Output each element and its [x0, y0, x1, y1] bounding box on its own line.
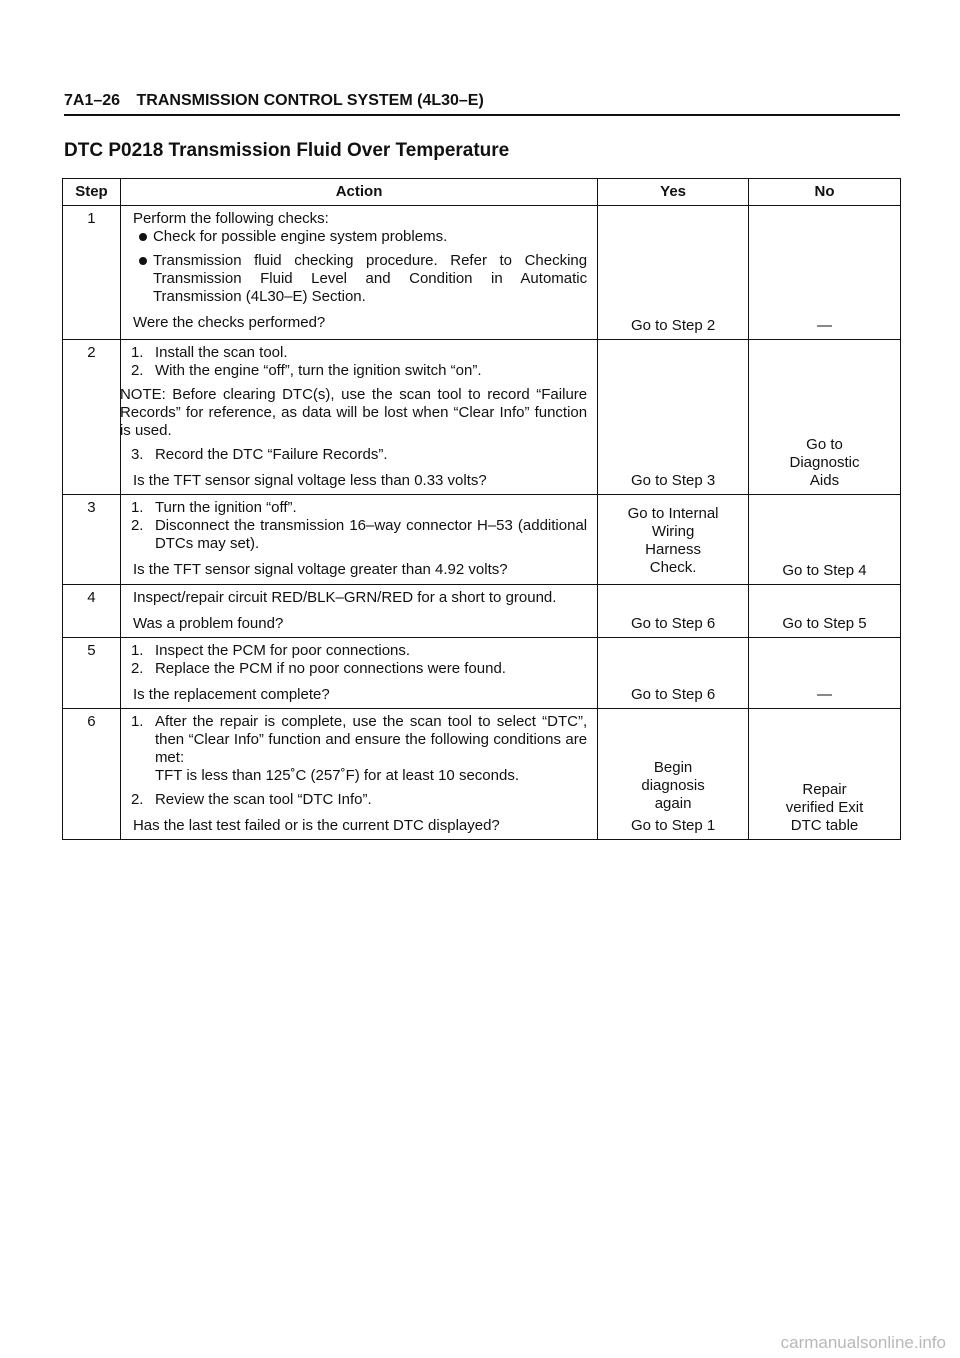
column-header-no: No: [749, 179, 901, 206]
column-header-action: Action: [120, 179, 597, 206]
action-cell: [120, 709, 597, 840]
yes-cell: Go to Step 2: [598, 206, 749, 340]
action-cell: [120, 340, 597, 495]
action-question: Was a problem found?: [132, 615, 284, 632]
action-cell: [120, 585, 597, 638]
action-cell: [120, 638, 597, 709]
action-condition: TFT is less than 125˚C (257˚F) for at least 10 seconds.: [154, 767, 519, 784]
table-row: [63, 638, 901, 709]
step-number: 6: [63, 709, 121, 840]
action-item: 1. Turn the ignition “off”.: [130, 499, 297, 516]
table-header-row: [63, 179, 901, 206]
action-item: 2. With the engine “off”, turn the ignition switch “on”.: [130, 362, 482, 379]
step-number: 5: [63, 638, 121, 709]
column-header-step: Step: [63, 179, 121, 206]
action-item: 2. Review the scan tool “DTC Info”.: [130, 791, 372, 808]
yes-secondary: Go to Step 1: [630, 817, 716, 834]
table-row: [63, 709, 901, 840]
page-header: [64, 86, 900, 116]
yes-cell: Go to Step 3: [598, 340, 749, 495]
step-number: 1: [63, 206, 121, 340]
no-cell: Go to Step 4: [749, 495, 901, 585]
action-item: 1. Inspect the PCM for poor connections.: [130, 642, 411, 659]
action-item: 3. Record the DTC “Failure Records”.: [130, 446, 388, 463]
step-number: 4: [63, 585, 121, 638]
table-row: [63, 340, 901, 495]
action-cell: [120, 495, 597, 585]
action-bullet: Check for possible engine system problems.: [131, 228, 587, 246]
step-number: 2: [63, 340, 121, 495]
page-number: 7A1–26: [64, 92, 121, 109]
action-bullet: Transmission fluid checking procedure. Refer to Checking Transmission Fluid Level and Condition in Automatic Transmission (4L30–E) Section.: [131, 252, 587, 306]
action-question: Is the TFT sensor signal voltage greater than 4.92 volts?: [132, 561, 508, 578]
yes-cell: [598, 709, 749, 840]
column-header-yes: Yes: [598, 179, 749, 206]
action-question: Has the last test failed or is the current DTC displayed?: [132, 817, 500, 834]
action-question: Were the checks performed?: [132, 314, 326, 331]
action-note: NOTE: Before clearing DTC(s), use the scan tool to record “Failure Records” for reference, as data will be lost when “Clear Info” function is used.: [119, 386, 588, 439]
table-row: [63, 206, 901, 340]
no-cell: —: [749, 638, 901, 709]
diagnostic-table: [62, 178, 901, 840]
action-item: 1. Install the scan tool.: [130, 344, 288, 361]
no-cell: Repair verified Exit DTC table: [749, 709, 901, 840]
no-cell: Go to Step 5: [749, 585, 901, 638]
action-item: 1. After the repair is complete, use the scan tool to select “DTC”, then “Clear Info” function and ensure the following conditions are met:: [130, 713, 588, 766]
yes-primary: Begin diagnosis again: [641, 759, 705, 812]
yes-cell: Go to Step 6: [598, 585, 749, 638]
action-item: 2. Replace the PCM if no poor connections were found.: [130, 660, 506, 677]
no-cell: —: [749, 206, 901, 340]
action-item: 2. Disconnect the transmission 16–way connector H–53 (additional DTCs may set).: [130, 517, 588, 552]
yes-cell: Go to Step 6: [598, 638, 749, 709]
action-question: Is the replacement complete?: [132, 686, 330, 703]
yes-cell: Go to Internal Wiring Harness Check.: [598, 495, 749, 585]
action-intro: Perform the following checks:: [132, 210, 329, 227]
table-row: [63, 585, 901, 638]
action-item: Inspect/repair circuit RED/BLK–GRN/RED for a short to ground.: [132, 589, 557, 606]
action-question: Is the TFT sensor signal voltage less than 0.33 volts?: [132, 472, 487, 489]
page-title: DTC P0218 Transmission Fluid Over Temperature: [64, 140, 510, 161]
section-title: TRANSMISSION CONTROL SYSTEM (4L30–E): [136, 92, 484, 109]
watermark: carmanualsonline.info: [780, 1333, 946, 1352]
no-cell: Go to Diagnostic Aids: [749, 340, 901, 495]
action-cell: [120, 206, 597, 340]
step-number: 3: [63, 495, 121, 585]
table-row: [63, 495, 901, 585]
